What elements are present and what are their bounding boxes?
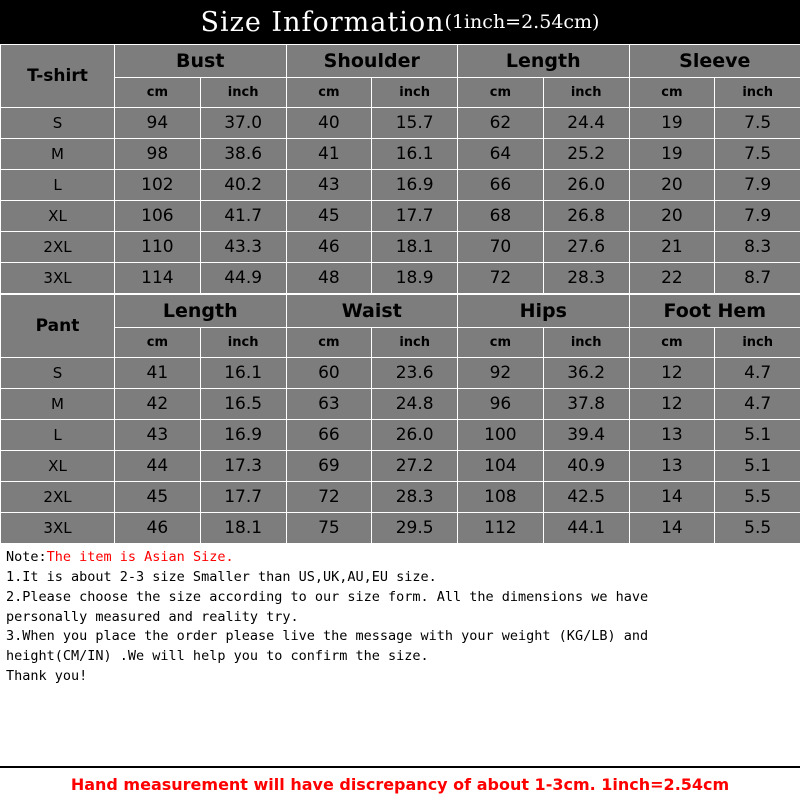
cell-value: 17.7: [200, 482, 286, 513]
disclaimer-text: Hand measurement will have discrepancy of about 1-3cm. 1inch=2.54cm: [70, 774, 730, 794]
table-row: [1, 482, 800, 513]
cell-value: 43: [286, 170, 372, 201]
cell-value: 46: [115, 513, 201, 544]
cell-value: 42.5: [543, 482, 629, 513]
note-line-4b: height(CM/IN) .We will help you to confirm the size.: [6, 648, 429, 665]
cell-value: 98: [115, 139, 201, 170]
cell-value: 60: [286, 358, 372, 389]
cell-value: 63: [286, 389, 372, 420]
cell-value: 75: [286, 513, 372, 544]
cell-value: 114: [115, 263, 201, 294]
table-row-label-header: T-shirt: [1, 45, 115, 108]
title-sub-text: (1inch=2.54cm): [444, 11, 600, 33]
table-row: [1, 451, 800, 482]
cell-value: 100: [458, 420, 544, 451]
size-label: 2XL: [1, 232, 115, 263]
cell-value: 4.7: [715, 389, 800, 420]
cell-value: 20: [629, 201, 715, 232]
cell-value: 18.9: [372, 263, 458, 294]
cell-value: 12: [629, 358, 715, 389]
note-line-3b: personally measured and reality try.: [6, 608, 299, 625]
note-line-3a: 2.Please choose the size according to our size form. All the dimensions we have: [6, 588, 649, 605]
cell-value: 21: [629, 232, 715, 263]
cell-value: 5.1: [715, 451, 800, 482]
unit-inch: inch: [543, 328, 629, 358]
cell-value: 37.8: [543, 389, 629, 420]
cell-value: 40.9: [543, 451, 629, 482]
size-label: S: [1, 108, 115, 139]
cell-value: 17.7: [372, 201, 458, 232]
notes-block: [0, 544, 800, 766]
cell-value: 26.8: [543, 201, 629, 232]
cell-value: 5.5: [715, 482, 800, 513]
cell-value: 7.5: [715, 139, 800, 170]
unit-cm: cm: [629, 328, 715, 358]
size-label: M: [1, 139, 115, 170]
cell-value: 7.9: [715, 170, 800, 201]
cell-value: 48: [286, 263, 372, 294]
cell-value: 41: [286, 139, 372, 170]
cell-value: 46: [286, 232, 372, 263]
cell-value: 13: [629, 420, 715, 451]
table-row: [1, 139, 800, 170]
cell-value: 24.8: [372, 389, 458, 420]
cell-value: 70: [458, 232, 544, 263]
unit-cm: cm: [458, 78, 544, 108]
cell-value: 18.1: [200, 513, 286, 544]
cell-value: 27.2: [372, 451, 458, 482]
column-group-foot-hem: Foot Hem: [629, 295, 800, 328]
cell-value: 64: [458, 139, 544, 170]
cell-value: 18.1: [372, 232, 458, 263]
cell-value: 104: [458, 451, 544, 482]
column-group-shoulder: Shoulder: [286, 45, 458, 78]
cell-value: 5.1: [715, 420, 800, 451]
cell-value: 108: [458, 482, 544, 513]
cell-value: 94: [115, 108, 201, 139]
cell-value: 4.7: [715, 358, 800, 389]
column-group-sleeve: Sleeve: [629, 45, 800, 78]
cell-value: 69: [286, 451, 372, 482]
unit-cm: cm: [115, 328, 201, 358]
cell-value: 62: [458, 108, 544, 139]
table-row: [1, 170, 800, 201]
cell-value: 20: [629, 170, 715, 201]
cell-value: 26.0: [372, 420, 458, 451]
unit-inch: inch: [200, 328, 286, 358]
cell-value: 66: [458, 170, 544, 201]
cell-value: 66: [286, 420, 372, 451]
cell-value: 43.3: [200, 232, 286, 263]
cell-value: 16.9: [372, 170, 458, 201]
cell-value: 14: [629, 513, 715, 544]
cell-value: 39.4: [543, 420, 629, 451]
table-row: [1, 108, 800, 139]
unit-inch: inch: [715, 78, 800, 108]
cell-value: 5.5: [715, 513, 800, 544]
cell-value: 45: [286, 201, 372, 232]
size-label: 2XL: [1, 482, 115, 513]
cell-value: 68: [458, 201, 544, 232]
note-label: Note:: [6, 549, 47, 565]
cell-value: 7.9: [715, 201, 800, 232]
unit-cm: cm: [286, 328, 372, 358]
cell-value: 13: [629, 451, 715, 482]
table-row: [1, 389, 800, 420]
column-group-hips: Hips: [458, 295, 630, 328]
cell-value: 38.6: [200, 139, 286, 170]
table-row-label-header: Pant: [1, 295, 115, 358]
cell-value: 25.2: [543, 139, 629, 170]
size-label: 3XL: [1, 513, 115, 544]
cell-value: 41: [115, 358, 201, 389]
cell-value: 28.3: [543, 263, 629, 294]
cell-value: 22: [629, 263, 715, 294]
cell-value: 12: [629, 389, 715, 420]
cell-value: 7.5: [715, 108, 800, 139]
cell-value: 44.9: [200, 263, 286, 294]
table-unit-row: [1, 328, 800, 358]
cell-value: 110: [115, 232, 201, 263]
pant-size-table: [0, 294, 800, 544]
cell-value: 96: [458, 389, 544, 420]
column-group-bust: Bust: [115, 45, 287, 78]
cell-value: 102: [115, 170, 201, 201]
cell-value: 44.1: [543, 513, 629, 544]
size-label: L: [1, 170, 115, 201]
cell-value: 106: [115, 201, 201, 232]
title-main-text: Size Information: [200, 6, 445, 38]
cell-value: 26.0: [543, 170, 629, 201]
cell-value: 15.7: [372, 108, 458, 139]
cell-value: 37.0: [200, 108, 286, 139]
unit-inch: inch: [715, 328, 800, 358]
unit-cm: cm: [458, 328, 544, 358]
column-group-length: Length: [458, 45, 630, 78]
cell-value: 17.3: [200, 451, 286, 482]
unit-cm: cm: [286, 78, 372, 108]
cell-value: 112: [458, 513, 544, 544]
cell-value: 28.3: [372, 482, 458, 513]
cell-value: 8.7: [715, 263, 800, 294]
table-row: [1, 263, 800, 294]
note-asian-size-warning: The item is Asian Size.: [46, 549, 234, 565]
note-line-1: [6, 548, 794, 568]
cell-value: 45: [115, 482, 201, 513]
note-line-5: Thank you!: [6, 668, 88, 685]
disclaimer-banner: [0, 766, 800, 800]
table-row: [1, 201, 800, 232]
cell-value: 19: [629, 108, 715, 139]
cell-value: 29.5: [372, 513, 458, 544]
size-label: XL: [1, 201, 115, 232]
page-title: [0, 0, 800, 44]
table-row: [1, 358, 800, 389]
unit-cm: cm: [629, 78, 715, 108]
unit-inch: inch: [543, 78, 629, 108]
table-row: [1, 420, 800, 451]
note-line-4a: 3.When you place the order please live the message with your weight (KG/LB) and: [6, 628, 649, 645]
cell-value: 14: [629, 482, 715, 513]
unit-inch: inch: [372, 328, 458, 358]
table-row: [1, 513, 800, 544]
unit-inch: inch: [372, 78, 458, 108]
cell-value: 16.1: [200, 358, 286, 389]
size-label: L: [1, 420, 115, 451]
column-group-waist: Waist: [286, 295, 458, 328]
cell-value: 92: [458, 358, 544, 389]
cell-value: 24.4: [543, 108, 629, 139]
cell-value: 16.9: [200, 420, 286, 451]
unit-cm: cm: [115, 78, 201, 108]
cell-value: 72: [286, 482, 372, 513]
table-row: [1, 232, 800, 263]
cell-value: 41.7: [200, 201, 286, 232]
cell-value: 19: [629, 139, 715, 170]
note-line-2: 1.It is about 2-3 size Smaller than US,UK,AU,EU size.: [6, 568, 437, 585]
unit-inch: inch: [200, 78, 286, 108]
table-header-row: [1, 295, 800, 328]
size-label: XL: [1, 451, 115, 482]
cell-value: 40: [286, 108, 372, 139]
cell-value: 72: [458, 263, 544, 294]
size-label: S: [1, 358, 115, 389]
cell-value: 44: [115, 451, 201, 482]
cell-value: 16.5: [200, 389, 286, 420]
table-header-row: [1, 45, 800, 78]
cell-value: 27.6: [543, 232, 629, 263]
size-label: 3XL: [1, 263, 115, 294]
tshirt-size-table: [0, 44, 800, 294]
cell-value: 43: [115, 420, 201, 451]
cell-value: 16.1: [372, 139, 458, 170]
cell-value: 36.2: [543, 358, 629, 389]
cell-value: 40.2: [200, 170, 286, 201]
cell-value: 23.6: [372, 358, 458, 389]
cell-value: 8.3: [715, 232, 800, 263]
cell-value: 42: [115, 389, 201, 420]
table-unit-row: [1, 78, 800, 108]
size-label: M: [1, 389, 115, 420]
column-group-length: Length: [115, 295, 287, 328]
